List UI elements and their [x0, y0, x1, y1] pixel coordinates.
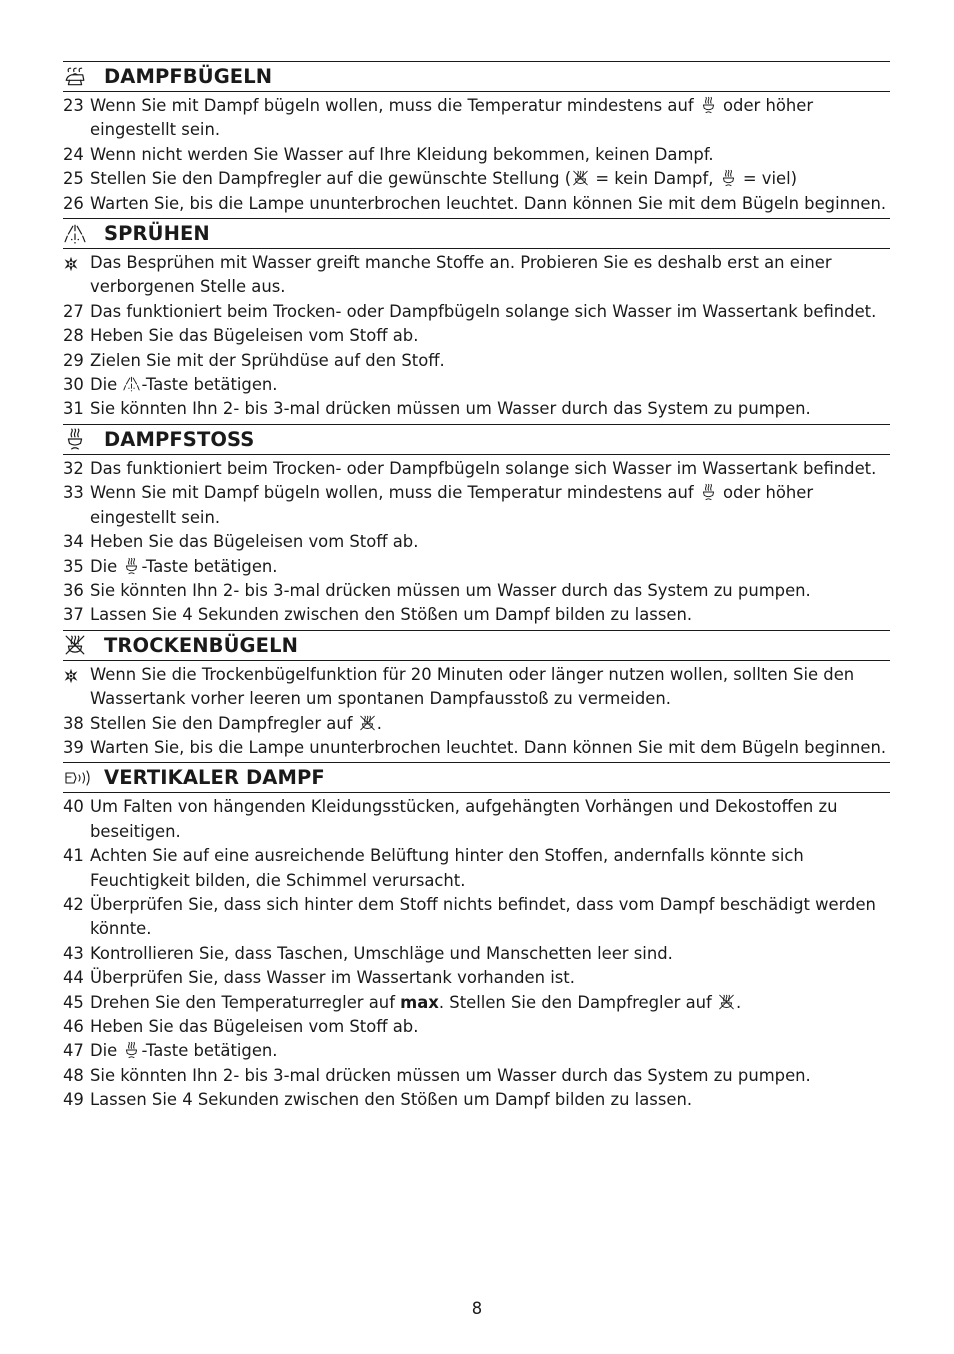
item-number: 37	[63, 605, 84, 625]
item-text	[90, 579, 890, 603]
item-number: 36	[63, 580, 84, 600]
list-item	[63, 481, 890, 530]
list-item	[63, 192, 890, 216]
item-number: 48	[63, 1065, 84, 1085]
list-item	[63, 324, 890, 348]
item-text-part: Das funktioniert beim Trocken- oder Dampfbügeln solange sich Wasser im Wassertank befindet.	[90, 458, 877, 478]
item-text-part: = kein Dampf,	[590, 169, 719, 189]
item-text-part: Wenn Sie die Trockenbügelfunktion für 20 Minuten oder länger nutzen wollen, sollten Sie den Wassertank vorher leeren um spontanen Dampfausstoß zu vermeiden.	[90, 664, 855, 709]
steam-icon	[122, 1041, 141, 1060]
item-text-part: Sie könnten Ihn 2- bis 3-mal drücken müssen um Wasser durch das System zu pumpen.	[90, 580, 811, 600]
item-number: 42	[63, 894, 84, 914]
manual-page	[63, 61, 890, 1115]
item-text-part: oder höher eingestellt sein.	[90, 483, 814, 527]
item-text-part: Heben Sie das Bügeleisen vom Stoff ab.	[90, 532, 419, 552]
section-title: VERTIKALER DAMPF	[104, 766, 325, 790]
item-text-part: Die	[90, 1041, 123, 1061]
steam-icon	[63, 428, 104, 450]
item-text-part: Lassen Sie 4 Sekunden zwischen den Stößen um Dampf bilden zu lassen.	[90, 1090, 693, 1110]
item-text	[90, 893, 890, 942]
list-item	[63, 457, 890, 481]
instruction-list	[63, 663, 890, 761]
warning-item	[63, 663, 890, 712]
item-text-part: Die	[90, 556, 123, 576]
item-text	[90, 457, 890, 481]
item-text-part: Um Falten von hängenden Kleidungsstücken, aufgehängten Vorhängen und Dekostoffen zu beseitigen.	[90, 797, 838, 841]
item-number: 31	[63, 399, 84, 419]
list-item	[63, 397, 890, 421]
warning-star-icon	[63, 663, 90, 687]
item-number: 44	[63, 968, 84, 988]
list-item	[63, 844, 890, 893]
item-text	[90, 251, 890, 300]
item-text	[90, 530, 890, 554]
item-text	[90, 192, 890, 216]
instruction-list	[63, 94, 890, 216]
item-number: 47	[63, 1041, 84, 1061]
warning-star-icon	[63, 251, 90, 275]
item-number: 41	[63, 846, 84, 866]
item-text-part: .	[376, 713, 382, 733]
steam-icon	[699, 483, 718, 502]
item-number: 23	[63, 96, 84, 115]
item-text	[90, 663, 890, 712]
list-item	[63, 555, 890, 579]
item-text	[90, 167, 890, 191]
item-text-part: Stellen Sie den Dampfregler auf die gewünschte Stellung (	[90, 169, 572, 189]
item-text-part: Lassen Sie 4 Sekunden zwischen den Stößen um Dampf bilden zu lassen.	[90, 605, 693, 625]
item-text-part: Das funktioniert beim Trocken- oder Dampfbügeln solange sich Wasser im Wassertank befindet.	[90, 301, 877, 321]
item-text	[90, 966, 890, 990]
item-text-part: Sie könnten Ihn 2- bis 3-mal drücken müssen um Wasser durch das System zu pumpen.	[90, 1065, 811, 1085]
list-item	[63, 167, 890, 191]
item-number: 28	[63, 326, 84, 346]
list-item	[63, 1039, 890, 1063]
section-header	[63, 762, 890, 793]
steam-icon	[719, 169, 738, 188]
item-number: 26	[63, 193, 84, 213]
instruction-list	[63, 251, 890, 422]
item-text-part: .	[736, 992, 742, 1012]
item-text-part: Sie könnten Ihn 2- bis 3-mal drücken müssen um Wasser durch das System zu pumpen.	[90, 399, 811, 419]
item-text-part: Zielen Sie mit der Sprühdüse auf den Stoff.	[90, 350, 445, 370]
item-text-part: Überprüfen Sie, dass sich hinter dem Stoff nichts befindet, dass vom Dampf beschädigt werden könnte.	[90, 894, 876, 939]
item-text	[90, 603, 890, 627]
item-text-part: max	[400, 992, 439, 1012]
item-text	[90, 373, 890, 397]
item-number: 30	[63, 375, 84, 395]
item-text-part: Wenn Sie mit Dampf bügeln wollen, muss die Temperatur mindestens auf	[90, 96, 699, 115]
list-item	[63, 143, 890, 167]
item-text	[90, 397, 890, 421]
item-text-part: Heben Sie das Bügeleisen vom Stoff ab.	[90, 326, 419, 346]
item-text-part: Kontrollieren Sie, dass Taschen, Umschläge und Manschetten leer sind.	[90, 943, 673, 963]
item-number: 43	[63, 943, 84, 963]
item-text	[90, 324, 890, 348]
section-header	[63, 630, 890, 661]
item-text-part: Die	[90, 375, 123, 395]
item-text-part: Warten Sie, bis die Lampe ununterbrochen leuchtet. Dann können Sie mit dem Bügeln beginnen.	[90, 193, 887, 213]
list-item	[63, 795, 890, 844]
item-number: 40	[63, 797, 84, 817]
item-number: 39	[63, 737, 84, 757]
item-text	[90, 481, 890, 530]
item-text	[90, 1088, 890, 1112]
section-header	[63, 218, 890, 249]
item-text-part: -Taste betätigen.	[141, 375, 278, 395]
item-text-part: Warten Sie, bis die Lampe ununterbrochen leuchtet. Dann können Sie mit dem Bügeln beginnen.	[90, 737, 887, 757]
item-text-part: Wenn Sie mit Dampf bügeln wollen, muss die Temperatur mindestens auf	[90, 483, 699, 503]
list-item	[63, 893, 890, 942]
item-number: 27	[63, 301, 84, 321]
list-item	[63, 94, 890, 143]
list-item	[63, 1064, 890, 1088]
item-text	[90, 94, 890, 143]
item-text-part: Achten Sie auf eine ausreichende Belüftung hinter den Stoffen, andernfalls könnte sich Feuchtigkeit bilden, die Schimmel verursacht.	[90, 846, 804, 890]
item-number: 25	[63, 169, 84, 189]
item-text	[90, 844, 890, 893]
list-item	[63, 966, 890, 990]
list-item	[63, 991, 890, 1015]
instruction-list	[63, 457, 890, 628]
item-text-part: oder höher eingestellt sein.	[90, 96, 814, 140]
no-steam-icon	[63, 634, 104, 656]
steam-icon	[122, 557, 141, 576]
item-text	[90, 1039, 890, 1063]
item-number: 34	[63, 532, 84, 552]
list-item	[63, 1088, 890, 1112]
section-title: DAMPFBÜGELN	[104, 65, 273, 88]
item-text	[90, 795, 890, 844]
item-number: 35	[63, 556, 84, 576]
item-text-part: Heben Sie das Bügeleisen vom Stoff ab.	[90, 1017, 419, 1036]
no-steam-icon	[571, 169, 590, 188]
list-item	[63, 942, 890, 966]
steam-icon	[699, 96, 718, 115]
item-number: 29	[63, 350, 84, 370]
item-text	[90, 300, 890, 324]
warning-item	[63, 251, 890, 300]
item-text-part: -Taste betätigen.	[141, 556, 278, 576]
item-text-part: Stellen Sie den Dampfregler auf	[90, 713, 358, 733]
spray-icon	[63, 223, 104, 245]
section-header	[63, 61, 890, 92]
item-number: 38	[63, 713, 84, 733]
item-text	[90, 712, 890, 736]
section-title: SPRÜHEN	[104, 222, 210, 246]
item-text	[90, 143, 890, 167]
item-number: 49	[63, 1090, 84, 1110]
list-item	[63, 579, 890, 603]
item-text-part: Überprüfen Sie, dass Wasser im Wassertank vorhanden ist.	[90, 968, 575, 988]
item-text-part: Drehen Sie den Temperaturregler auf	[90, 992, 401, 1012]
item-text	[90, 349, 890, 373]
item-text-part: = viel)	[737, 169, 798, 189]
instruction-list	[63, 795, 890, 1112]
list-item	[63, 373, 890, 397]
list-item	[63, 736, 890, 760]
item-text	[90, 736, 890, 760]
section-header	[63, 424, 890, 455]
list-item	[63, 1015, 890, 1039]
item-text-part: -Taste betätigen.	[141, 1041, 278, 1061]
section-title: TROCKENBÜGELN	[104, 633, 299, 657]
section-title: DAMPFSTOSS	[104, 427, 255, 451]
item-number: 45	[63, 992, 84, 1012]
page-number: 8	[471, 1299, 483, 1318]
item-number: 33	[63, 483, 84, 503]
list-item	[63, 712, 890, 736]
list-item	[63, 603, 890, 627]
item-text	[90, 1064, 890, 1088]
item-text	[90, 555, 890, 579]
list-item	[63, 349, 890, 373]
list-item	[63, 530, 890, 554]
list-item	[63, 300, 890, 324]
no-steam-icon	[358, 714, 377, 733]
item-text-part: . Stellen Sie den Dampfregler auf	[438, 992, 718, 1012]
item-text	[90, 1015, 890, 1039]
vertical-steam-icon	[63, 767, 104, 789]
spray-icon	[122, 375, 141, 394]
item-number: 24	[63, 144, 84, 164]
item-text	[90, 991, 890, 1015]
item-number: 46	[63, 1017, 84, 1036]
item-text-part: Das Besprühen mit Wasser greift manche Stoffe an. Probieren Sie es deshalb erst an einer verborgenen Stelle aus.	[90, 253, 832, 297]
steam-iron-icon	[63, 66, 104, 88]
no-steam-icon	[717, 993, 736, 1012]
item-number: 32	[63, 458, 84, 478]
item-text-part: Wenn nicht werden Sie Wasser auf Ihre Kleidung bekommen, keinen Dampf.	[90, 144, 714, 164]
item-text	[90, 942, 890, 966]
